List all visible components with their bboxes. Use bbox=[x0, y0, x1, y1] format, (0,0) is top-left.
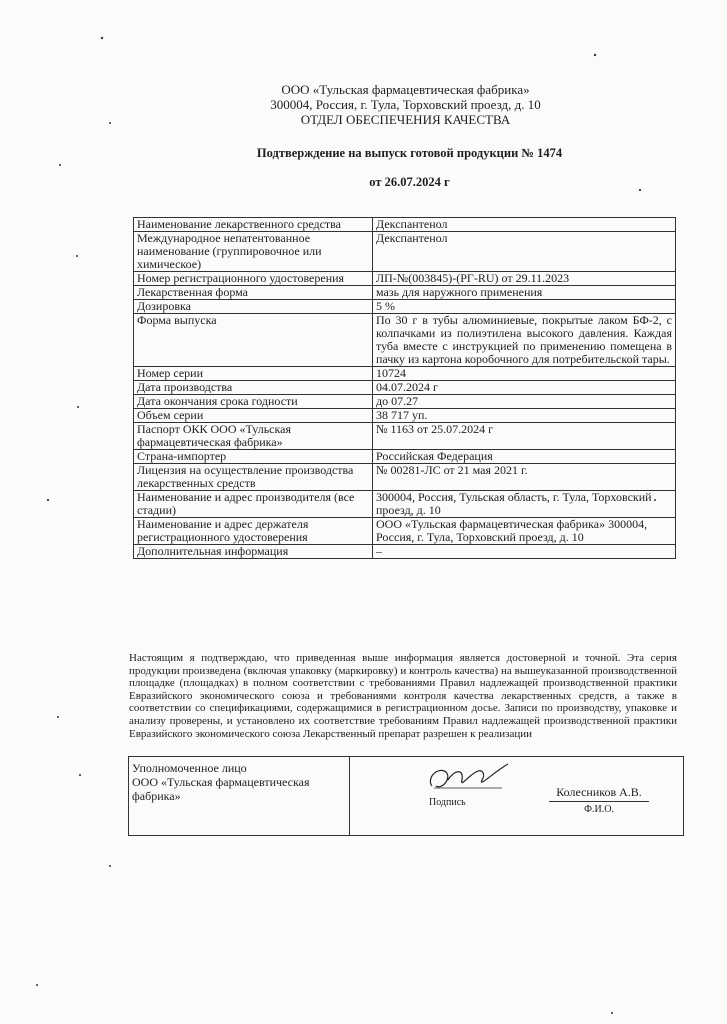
row-key: Лекарственная форма bbox=[134, 286, 373, 300]
divider bbox=[349, 757, 350, 835]
row-value: По 30 г в тубы алюминиевые, покрытые лаком БФ-2, с колпачками из полиэтилена высокого давления. Каждая туба вместе с инструкцией по применению помещена в пачку из картона коробочного для потребительской тары. bbox=[373, 314, 676, 367]
title-line1: Подтверждение на выпуск готовой продукции № 1474 bbox=[256, 146, 563, 160]
row-value: – bbox=[373, 545, 676, 559]
confirmation-statement: Настоящим я подтверждаю, что приведенная выше информация является достоверной и точной. Эта серия продукции произведена (включая упаковку (маркировку) и контроль качества) на вышеуказанной производственной площадке (площадках) в полном соответствии с требованиями Правил надлежащей производственной практики Евразийского экономического союза и требованиями контроля качества лекарственных средств, а также в соответствии со спецификациями, содержащимися в регистрационном досье. Записи по производству, упаковке и анализу проверены, и установлено их соответствие требованиям Правил надлежащей производственной практики Евразийского экономического союза Лекарственный препарат разрешен к реализации bbox=[129, 652, 677, 740]
product-details-table bbox=[133, 217, 676, 559]
row-key: Номер регистрационного удостоверения bbox=[134, 272, 373, 286]
row-value: 38 717 уп. bbox=[373, 409, 676, 423]
handwritten-signature bbox=[424, 758, 514, 798]
table-row bbox=[134, 464, 676, 491]
table-row bbox=[134, 395, 676, 409]
table-row bbox=[134, 409, 676, 423]
fio-label: Ф.И.О. bbox=[584, 804, 614, 815]
table-row bbox=[134, 518, 676, 545]
document-header bbox=[0, 82, 727, 127]
signature-block bbox=[128, 756, 684, 836]
row-key: Паспорт ОКК ООО «Тульская фармацевтическая фабрика» bbox=[134, 423, 373, 450]
table-row bbox=[134, 232, 676, 272]
row-value: 5 % bbox=[373, 300, 676, 314]
row-value: 10724 bbox=[373, 367, 676, 381]
row-key: Форма выпуска bbox=[134, 314, 373, 367]
signer-fio bbox=[549, 785, 649, 815]
row-value: ООО «Тульская фармацевтическая фабрика» 300004, Россия, г. Тула, Торховский проезд, д. 10 bbox=[373, 518, 676, 545]
row-value: Декспантенол bbox=[373, 218, 676, 232]
row-value: ЛП-№(003845)-(РГ-RU) от 29.11.2023 bbox=[373, 272, 676, 286]
row-key: Наименование лекарственного средства bbox=[134, 218, 373, 232]
header-org: ООО «Тульская фармацевтическая фабрика» bbox=[281, 82, 530, 97]
signer-name: Колесников А.В. bbox=[549, 785, 649, 802]
row-value: № 00281-ЛС от 21 мая 2021 г. bbox=[373, 464, 676, 491]
row-key: Дозировка bbox=[134, 300, 373, 314]
row-key: Номер серии bbox=[134, 367, 373, 381]
authorized-person bbox=[132, 761, 342, 803]
signature-label: Подпись bbox=[429, 797, 466, 808]
table-row bbox=[134, 491, 676, 518]
table-row bbox=[134, 272, 676, 286]
table-row bbox=[134, 450, 676, 464]
row-key: Лицензия на осуществление производства лекарственных средств bbox=[134, 464, 373, 491]
row-key: Наименование и адрес держателя регистрационного удостоверения bbox=[134, 518, 373, 545]
row-value: Декспантенол bbox=[373, 232, 676, 272]
title-date: от 26.07.2024 г bbox=[369, 175, 450, 189]
row-key: Международное непатентованное наименование (группировочное или химическое) bbox=[134, 232, 373, 272]
row-key: Дополнительная информация bbox=[134, 545, 373, 559]
row-value: 04.07.2024 г bbox=[373, 381, 676, 395]
table-row bbox=[134, 367, 676, 381]
row-key: Объем серии bbox=[134, 409, 373, 423]
table-row bbox=[134, 286, 676, 300]
table-row bbox=[134, 314, 676, 367]
table-row bbox=[134, 218, 676, 232]
row-key: Дата окончания срока годности bbox=[134, 395, 373, 409]
table-row bbox=[134, 545, 676, 559]
header-department: ОТДЕЛ ОБЕСПЕЧЕНИЯ КАЧЕСТВА bbox=[300, 112, 511, 127]
row-value: до 07.27 bbox=[373, 395, 676, 409]
row-value: 300004, Россия, Тульская область, г. Тула, Торховский проезд, д. 10 bbox=[373, 491, 676, 518]
row-value: № 1163 от 25.07.2024 г bbox=[373, 423, 676, 450]
table-row bbox=[134, 381, 676, 395]
authorized-org: ООО «Тульская фармацевтическая фабрика» bbox=[132, 775, 310, 803]
table-row bbox=[134, 300, 676, 314]
row-value: Российская Федерация bbox=[373, 450, 676, 464]
table-row bbox=[134, 423, 676, 450]
row-key: Наименование и адрес производителя (все стадии) bbox=[134, 491, 373, 518]
row-key: Страна-импортер bbox=[134, 450, 373, 464]
authorized-role: Уполномоченное лицо bbox=[132, 761, 247, 775]
row-value: мазь для наружного применения bbox=[373, 286, 676, 300]
document-title bbox=[0, 146, 727, 190]
row-key: Дата производства bbox=[134, 381, 373, 395]
header-address: 300004, Россия, г. Тула, Торховский проезд, д. 10 bbox=[270, 97, 541, 112]
